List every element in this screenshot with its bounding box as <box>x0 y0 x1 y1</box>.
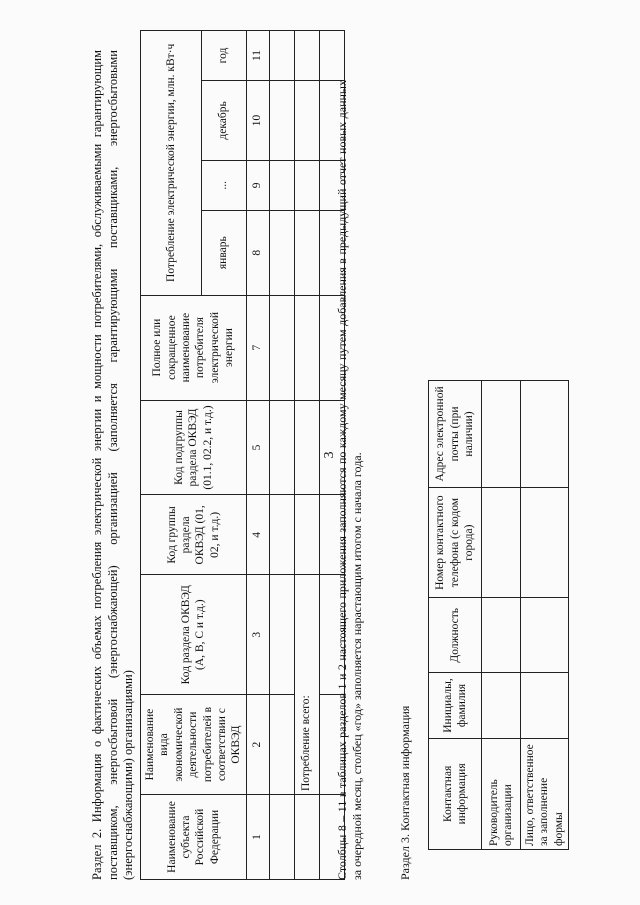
table-row <box>269 31 294 880</box>
header-position: Должность <box>429 598 482 673</box>
section2-title: Раздел 2. Информация о фактических объемах потребления электрической энергии и мощности потребителями, обслуживаемыми гарантирующим поставщиком, энергосбытовой (энергоснабжающей) организацией (заполняется гарантирующими поставщиками, энергосбытовыми (энергоснабжающими) организациями) <box>90 50 136 880</box>
header-name: Инициалы, фамилия <box>429 673 482 738</box>
header-subgroup-code: Код подгруппы раздела ОКВЭД (01.1, 02.2, и т.д.) <box>141 400 247 495</box>
column-number: 3 <box>246 575 269 695</box>
header-january: январь <box>201 210 246 295</box>
column-number: 4 <box>246 495 269 575</box>
section3-title: Раздел 3. Контактная информация <box>398 705 412 880</box>
total-row <box>294 31 319 880</box>
header-section-code: Код раздела ОКВЭД (А, В, С и т.д.) <box>141 575 247 695</box>
column-number: 8 <box>246 210 269 295</box>
note-text: Столбцы 8 – 11 в таблицах разделов 1 и 2 настоящего приложения заполняются по каждому месяцу путем добавления в предыдущий отчет новых данных за очередной месяц, столбец «год» заполняется нарастающим итогом с начала года. <box>335 80 364 880</box>
header-subject: Наименование субъекта Российской Федерации <box>141 795 247 880</box>
row-label: Руководитель организации <box>482 738 521 849</box>
table-row <box>521 381 569 850</box>
header-phone: Номер контактного телефона (с кодом города) <box>429 487 482 597</box>
header-december: декабрь <box>201 81 246 161</box>
rotated-content <box>90 30 640 880</box>
page-number: 3 <box>322 451 337 459</box>
header-consumer-name: Полное или сокращенное наименование потребителя электрической энергии <box>141 295 247 400</box>
table-row <box>482 381 521 850</box>
header-email: Адрес электронной почты (при наличии) <box>429 381 482 488</box>
header-dots: ... <box>201 160 246 210</box>
column-number: 5 <box>246 400 269 495</box>
header-consumption: Потребление электрической энергии, млн. кВт·ч <box>141 31 202 296</box>
column-number: 1 <box>246 795 269 880</box>
consumption-table <box>140 30 345 880</box>
row-label: Лицо, ответственное за заполнение формы <box>521 738 569 849</box>
column-number: 2 <box>246 695 269 795</box>
header-contact: Контактная информация <box>429 738 482 849</box>
contact-table <box>428 380 569 850</box>
total-label: Потребление всего: <box>294 575 319 795</box>
header-group-code: Код группы раздела ОКВЭД (01, 02, и т.д.) <box>141 495 247 575</box>
header-year: год <box>201 31 246 81</box>
column-number: 10 <box>246 81 269 161</box>
column-number: 7 <box>246 295 269 400</box>
header-activity: Наименование вида экономической деятельности потребителей в соответствии с ОКВЭД <box>141 695 247 795</box>
column-number: 9 <box>246 160 269 210</box>
column-number: 11 <box>246 31 269 81</box>
